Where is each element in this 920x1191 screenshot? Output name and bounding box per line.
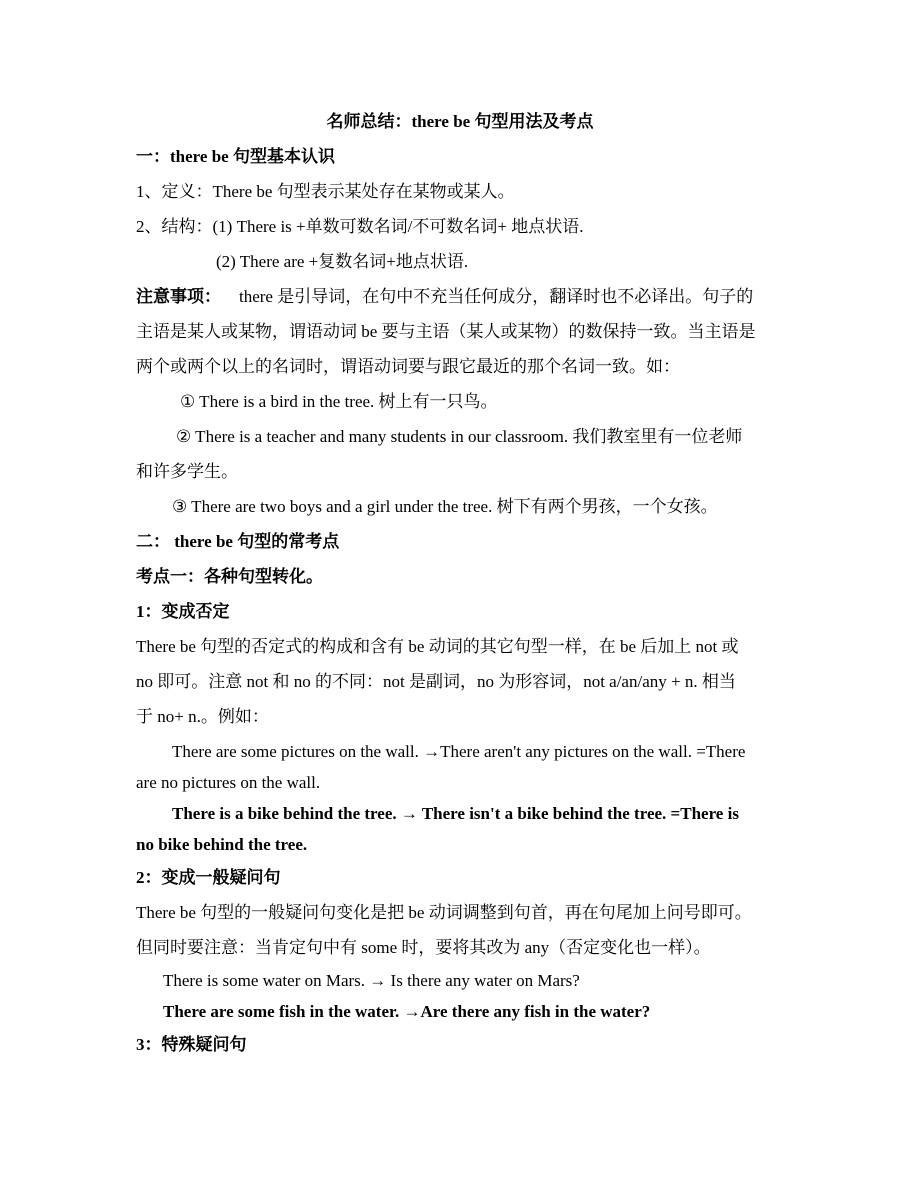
negative-text-1: There be 句型的否定式的构成和含有 be 动词的其它句型一样，在 be 后加上 not 或 [136,637,739,656]
structure-line-2: (2) There are +复数名词+地点状语. [216,252,469,271]
question-example-2: There are some fish in the water. →Are there any fish in the water? [163,1002,651,1021]
section-heading-1: 一：there be 句型基本认识 [136,147,335,166]
note-line-3: 两个或两个以上的名词时，谓语动词要与跟它最近的那个名词一致。如： [136,357,680,376]
negative-example-1-line-1: There are some pictures on the wall. →There aren't any pictures on the wall. =There [172,742,746,761]
note-label: 注意事项： [136,287,221,306]
subheading-question: 2：变成一般疑问句 [136,868,281,887]
page-title: 名师总结：there be 句型用法及考点 [326,112,594,131]
subheading-special-question: 3：特殊疑问句 [136,1035,247,1054]
example-2-line-2: 和许多学生。 [136,462,238,481]
note-line-2: 主语是某人或某物，谓语动词 be 要与主语（某人或某物）的数保持一致。当主语是 [136,322,756,341]
section-heading-2: 二： there be 句型的常考点 [136,532,340,551]
subheading-negative: 1：变成否定 [136,602,230,621]
negative-text-2: no 即可。注意 not 和 no 的不同：not 是副词，no 为形容词，not a/an/any + n. 相当 [136,672,736,691]
kaodian-1-heading: 考点一：各种句型转化。 [136,567,323,586]
question-example-1: There is some water on Mars. → Is there any water on Mars? [163,971,580,990]
definition-line: 1、定义：There be 句型表示某处存在某物或某人。 [136,182,515,201]
negative-example-2-line-2: no bike behind the tree. [136,835,308,854]
negative-text-3: 于 no+ n.。例如： [136,707,269,726]
example-1: ① There is a bird in the tree. 树上有一只鸟。 [180,392,498,411]
example-2-line-1: ② There is a teacher and many students in our classroom. 我们教室里有一位老师 [176,427,743,446]
question-text-2: 但同时要注意：当肯定句中有 some 时，要将其改为 any（否定变化也一样）。 [136,938,711,957]
note-line-1 [136,286,786,308]
negative-example-2-line-1: There is a bike behind the tree. → There isn't a bike behind the tree. =There is [172,804,739,823]
note-text-1: there 是引导词，在句中不充当任何成分，翻译时也不必译出。句子的 [239,287,754,306]
question-text-1: There be 句型的一般疑问句变化是把 be 动词调整到句首，再在句尾加上问号即可。 [136,903,752,922]
structure-line-1: 2、结构：(1) There is +单数可数名词/不可数名词+ 地点状语. [136,217,584,236]
negative-example-1-line-2: are no pictures on the wall. [136,773,321,792]
example-3: ③ There are two boys and a girl under the tree. 树下有两个男孩，一个女孩。 [172,497,718,516]
